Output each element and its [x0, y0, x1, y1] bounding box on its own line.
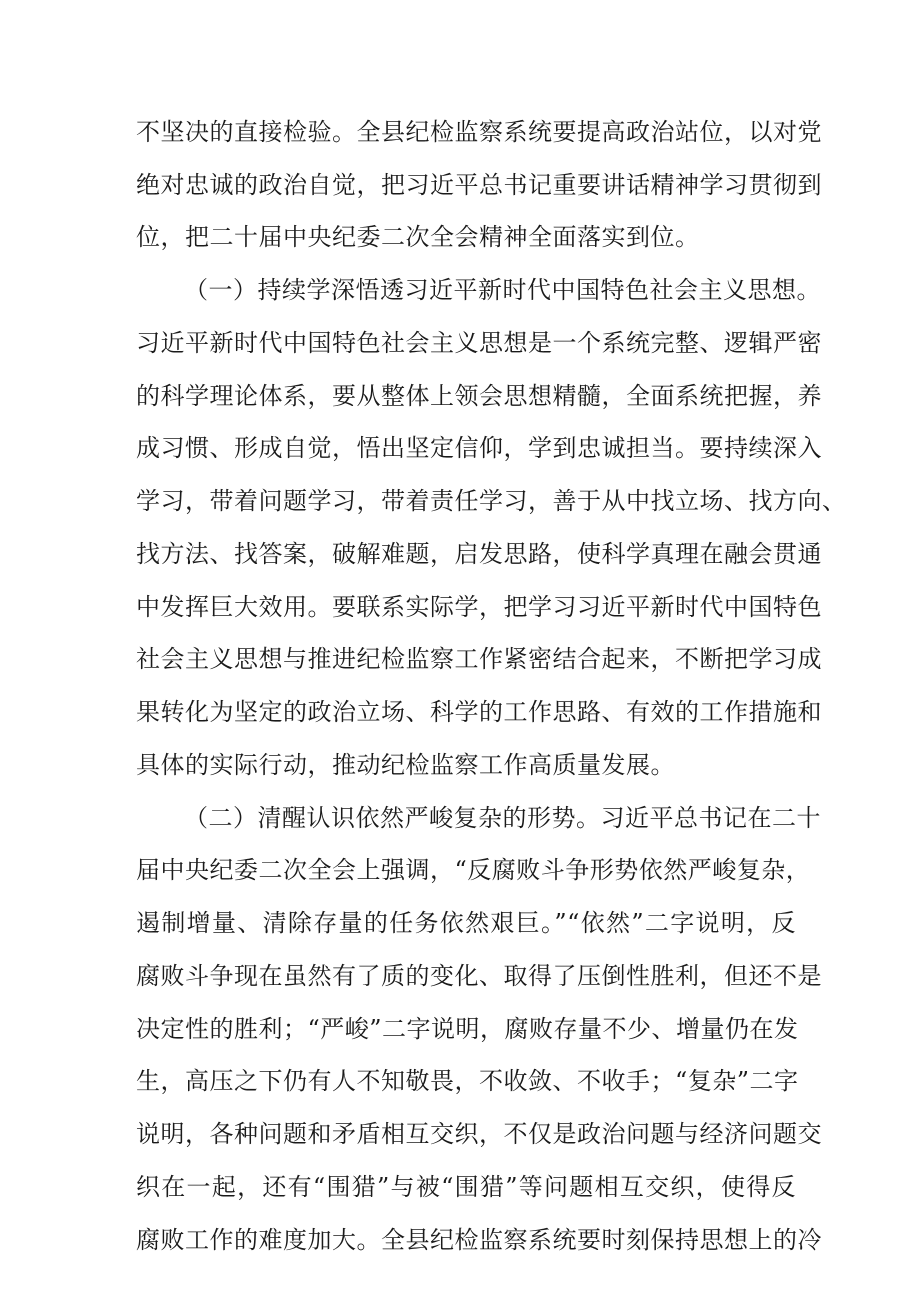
text-line-20: 说明，各种问题和矛盾相互交织，不仅是政治问题与经济问题交 [136, 1120, 822, 1148]
text-line-7: 成习惯、形成自觉，悟出坚定信仰，学到忠诚担当。要持续深入 [136, 434, 822, 462]
text-line-6: 的科学理论体系，要从整体上领会思想精髓，全面系统把握，养 [136, 382, 822, 410]
text-line-2: 绝对忠诚的政治自觉，把习近平总书记重要讲话精神学习贯彻到 [136, 171, 822, 199]
text-line-12: 果转化为坚定的政治立场、科学的工作思路、有效的工作措施和 [136, 698, 822, 726]
text-line-1: 不坚决的直接检验。全县纪检监察系统要提高政治站位，以对党 [136, 118, 822, 146]
text-line-17: 腐败斗争现在虽然有了质的变化、取得了压倒性胜利，但还不是 [136, 962, 822, 990]
text-line-19: 生，高压之下仍有人不知敬畏，不收敛、不收手；“复杂”二字 [136, 1067, 799, 1095]
text-line-13: 具体的实际行动，推动纪检监察工作高质量发展。 [136, 751, 675, 779]
section-heading-2: （二）清醒认识依然严峻复杂的形势。习近平总书记在二十 [184, 804, 821, 832]
text-line-21: 织在一起，还有“围猎”与被“围猎”等问题相互交织，使得反 [136, 1173, 796, 1201]
text-line-15: 届中央纪委二次全会上强调，“反腐败斗争形势依然严峻复杂， [136, 856, 811, 884]
text-line-8: 学习，带着问题学习，带着责任学习，善于从中找立场、找方向、 [136, 487, 847, 515]
text-line-9: 找方法、找答案，破解难题，启发思路，使科学真理在融会贯通 [136, 540, 822, 568]
text-line-11: 社会主义思想与推进纪检监察工作紧密结合起来，不断把学习成 [136, 645, 822, 673]
text-line-3: 位，把二十届中央纪委二次全会精神全面落实到位。 [136, 223, 700, 251]
text-line-18: 决定性的胜利；“严峻”二字说明，腐败存量不少、增量仍在发 [136, 1015, 799, 1043]
text-line-22: 腐败工作的难度加大。全县纪检监察系统要时刻保持思想上的冷 [136, 1226, 822, 1254]
text-line-16: 遏制增量、清除存量的任务依然艰巨。”“依然”二字说明，反 [136, 909, 796, 937]
section-heading-1: （一）持续学深悟透习近平新时代中国特色社会主义思想。 [184, 276, 821, 304]
text-line-5: 习近平新时代中国特色社会主义思想是一个系统完整、逻辑严密 [136, 329, 822, 357]
text-line-10: 中发挥巨大效用。要联系实际学，把学习习近平新时代中国特色 [136, 593, 822, 621]
